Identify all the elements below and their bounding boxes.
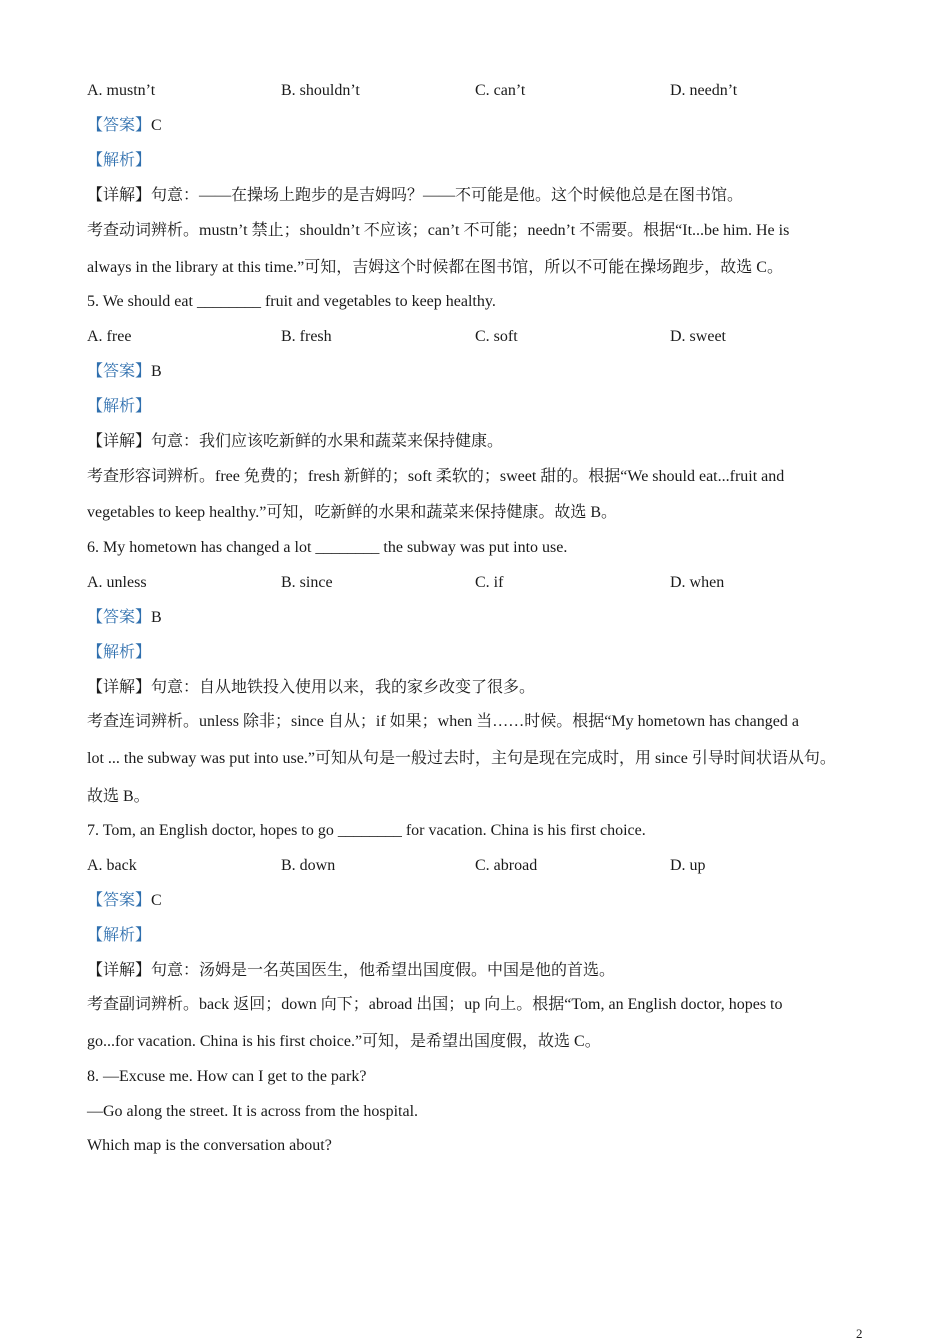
q4-option-b: B. shouldn’t	[281, 82, 360, 99]
q7-answer	[87, 891, 162, 911]
q7-detail: 【详解】句意：汤姆是一名英国医生，他希望出国度假。中国是他的首选。	[87, 962, 616, 979]
q5-explain-2: vegetables to keep healthy.”可知，吃新鲜的水果和蔬菜来保持健康。故选 B。	[87, 504, 618, 521]
q6-question: 6. My hometown has changed a lot ________ the subway was put into use.	[87, 539, 568, 556]
q5-option-c: C. soft	[475, 328, 518, 345]
q6-option-a: A. unless	[87, 574, 147, 591]
answer-tag: 【答案】	[87, 363, 152, 380]
answer-value: B	[151, 363, 162, 380]
q4-detail: 【详解】句意：——在操场上跑步的是吉姆吗？——不可能是他。这个时候他总是在图书馆。	[87, 187, 744, 204]
q7-explain-1: 考查副词辨析。back 返回；down 向下；abroad 出国；up 向上。根据“Tom, an English doctor, hopes to	[87, 996, 783, 1013]
q6-answer	[87, 608, 162, 628]
q7-question: 7. Tom, an English doctor, hopes to go ________ for vacation. China is his first choice.	[87, 822, 646, 839]
q4-option-c: C. can’t	[475, 82, 526, 99]
answer-tag: 【答案】	[87, 609, 152, 626]
q6-option-c: C. if	[475, 574, 504, 591]
answer-value: C	[151, 117, 162, 134]
q7-option-d: D. up	[670, 857, 706, 874]
q7-option-b: B. down	[281, 857, 336, 874]
q4-analysis-tag: 【解析】	[87, 152, 152, 169]
q6-detail: 【详解】句意：自从地铁投入使用以来，我的家乡改变了很多。	[87, 679, 536, 696]
q5-question: 5. We should eat ________ fruit and vegetables to keep healthy.	[87, 293, 496, 310]
q4-option-d: D. needn’t	[670, 82, 738, 99]
q8-line-2: —Go along the street. It is across from the hospital.	[87, 1103, 419, 1120]
q7-options	[87, 856, 867, 876]
q6-analysis-tag: 【解析】	[87, 644, 152, 661]
q6-option-b: B. since	[281, 574, 333, 591]
q7-analysis-tag: 【解析】	[87, 927, 152, 944]
q4-explain-2: always in the library at this time.”可知，吉姆这个时候都在图书馆，所以不可能在操场跑步，故选 C。	[87, 259, 783, 276]
q6-explain-1: 考查连词辨析。unless 除非；since 自从；if 如果；when 当……时候。根据“My hometown has changed a	[87, 713, 799, 730]
q5-explain-1: 考查形容词辨析。free 免费的；fresh 新鲜的；soft 柔软的；sweet 甜的。根据“We should eat...fruit and	[87, 468, 785, 485]
q6-explain-2: lot ... the subway was put into use.”可知从句是一般过去时，主句是现在完成时，用 since 引导时间状语从句。	[87, 750, 836, 767]
answer-tag: 【答案】	[87, 117, 152, 134]
q8-line-3: Which map is the conversation about?	[87, 1137, 332, 1154]
q4-explain-1: 考查动词辨析。mustn’t 禁止；shouldn’t 不应该；can’t 不可能；needn’t 不需要。根据“It...be him. He is	[87, 222, 790, 239]
q5-options	[87, 327, 867, 347]
q7-explain-2: go...for vacation. China is his first choice.”可知，是希望出国度假，故选 C。	[87, 1033, 601, 1050]
answer-value: B	[151, 609, 162, 626]
q5-option-b: B. fresh	[281, 328, 332, 345]
q5-option-a: A. free	[87, 328, 132, 345]
q6-option-d: D. when	[670, 574, 725, 591]
q5-detail: 【详解】句意：我们应该吃新鲜的水果和蔬菜来保持健康。	[87, 433, 504, 450]
answer-value: C	[151, 892, 162, 909]
q6-options	[87, 573, 867, 593]
q4-options	[87, 81, 867, 101]
answer-tag: 【答案】	[87, 892, 152, 909]
page-number: 2	[856, 1326, 863, 1341]
q6-explain-3: 故选 B。	[87, 788, 150, 805]
q5-analysis-tag: 【解析】	[87, 398, 152, 415]
q5-option-d: D. sweet	[670, 328, 726, 345]
q4-option-a: A. mustn’t	[87, 82, 156, 99]
q5-answer	[87, 362, 162, 382]
q7-option-a: A. back	[87, 857, 137, 874]
q4-answer	[87, 116, 162, 136]
q7-option-c: C. abroad	[475, 857, 538, 874]
q8-line-1: 8. —Excuse me. How can I get to the park?	[87, 1068, 367, 1085]
